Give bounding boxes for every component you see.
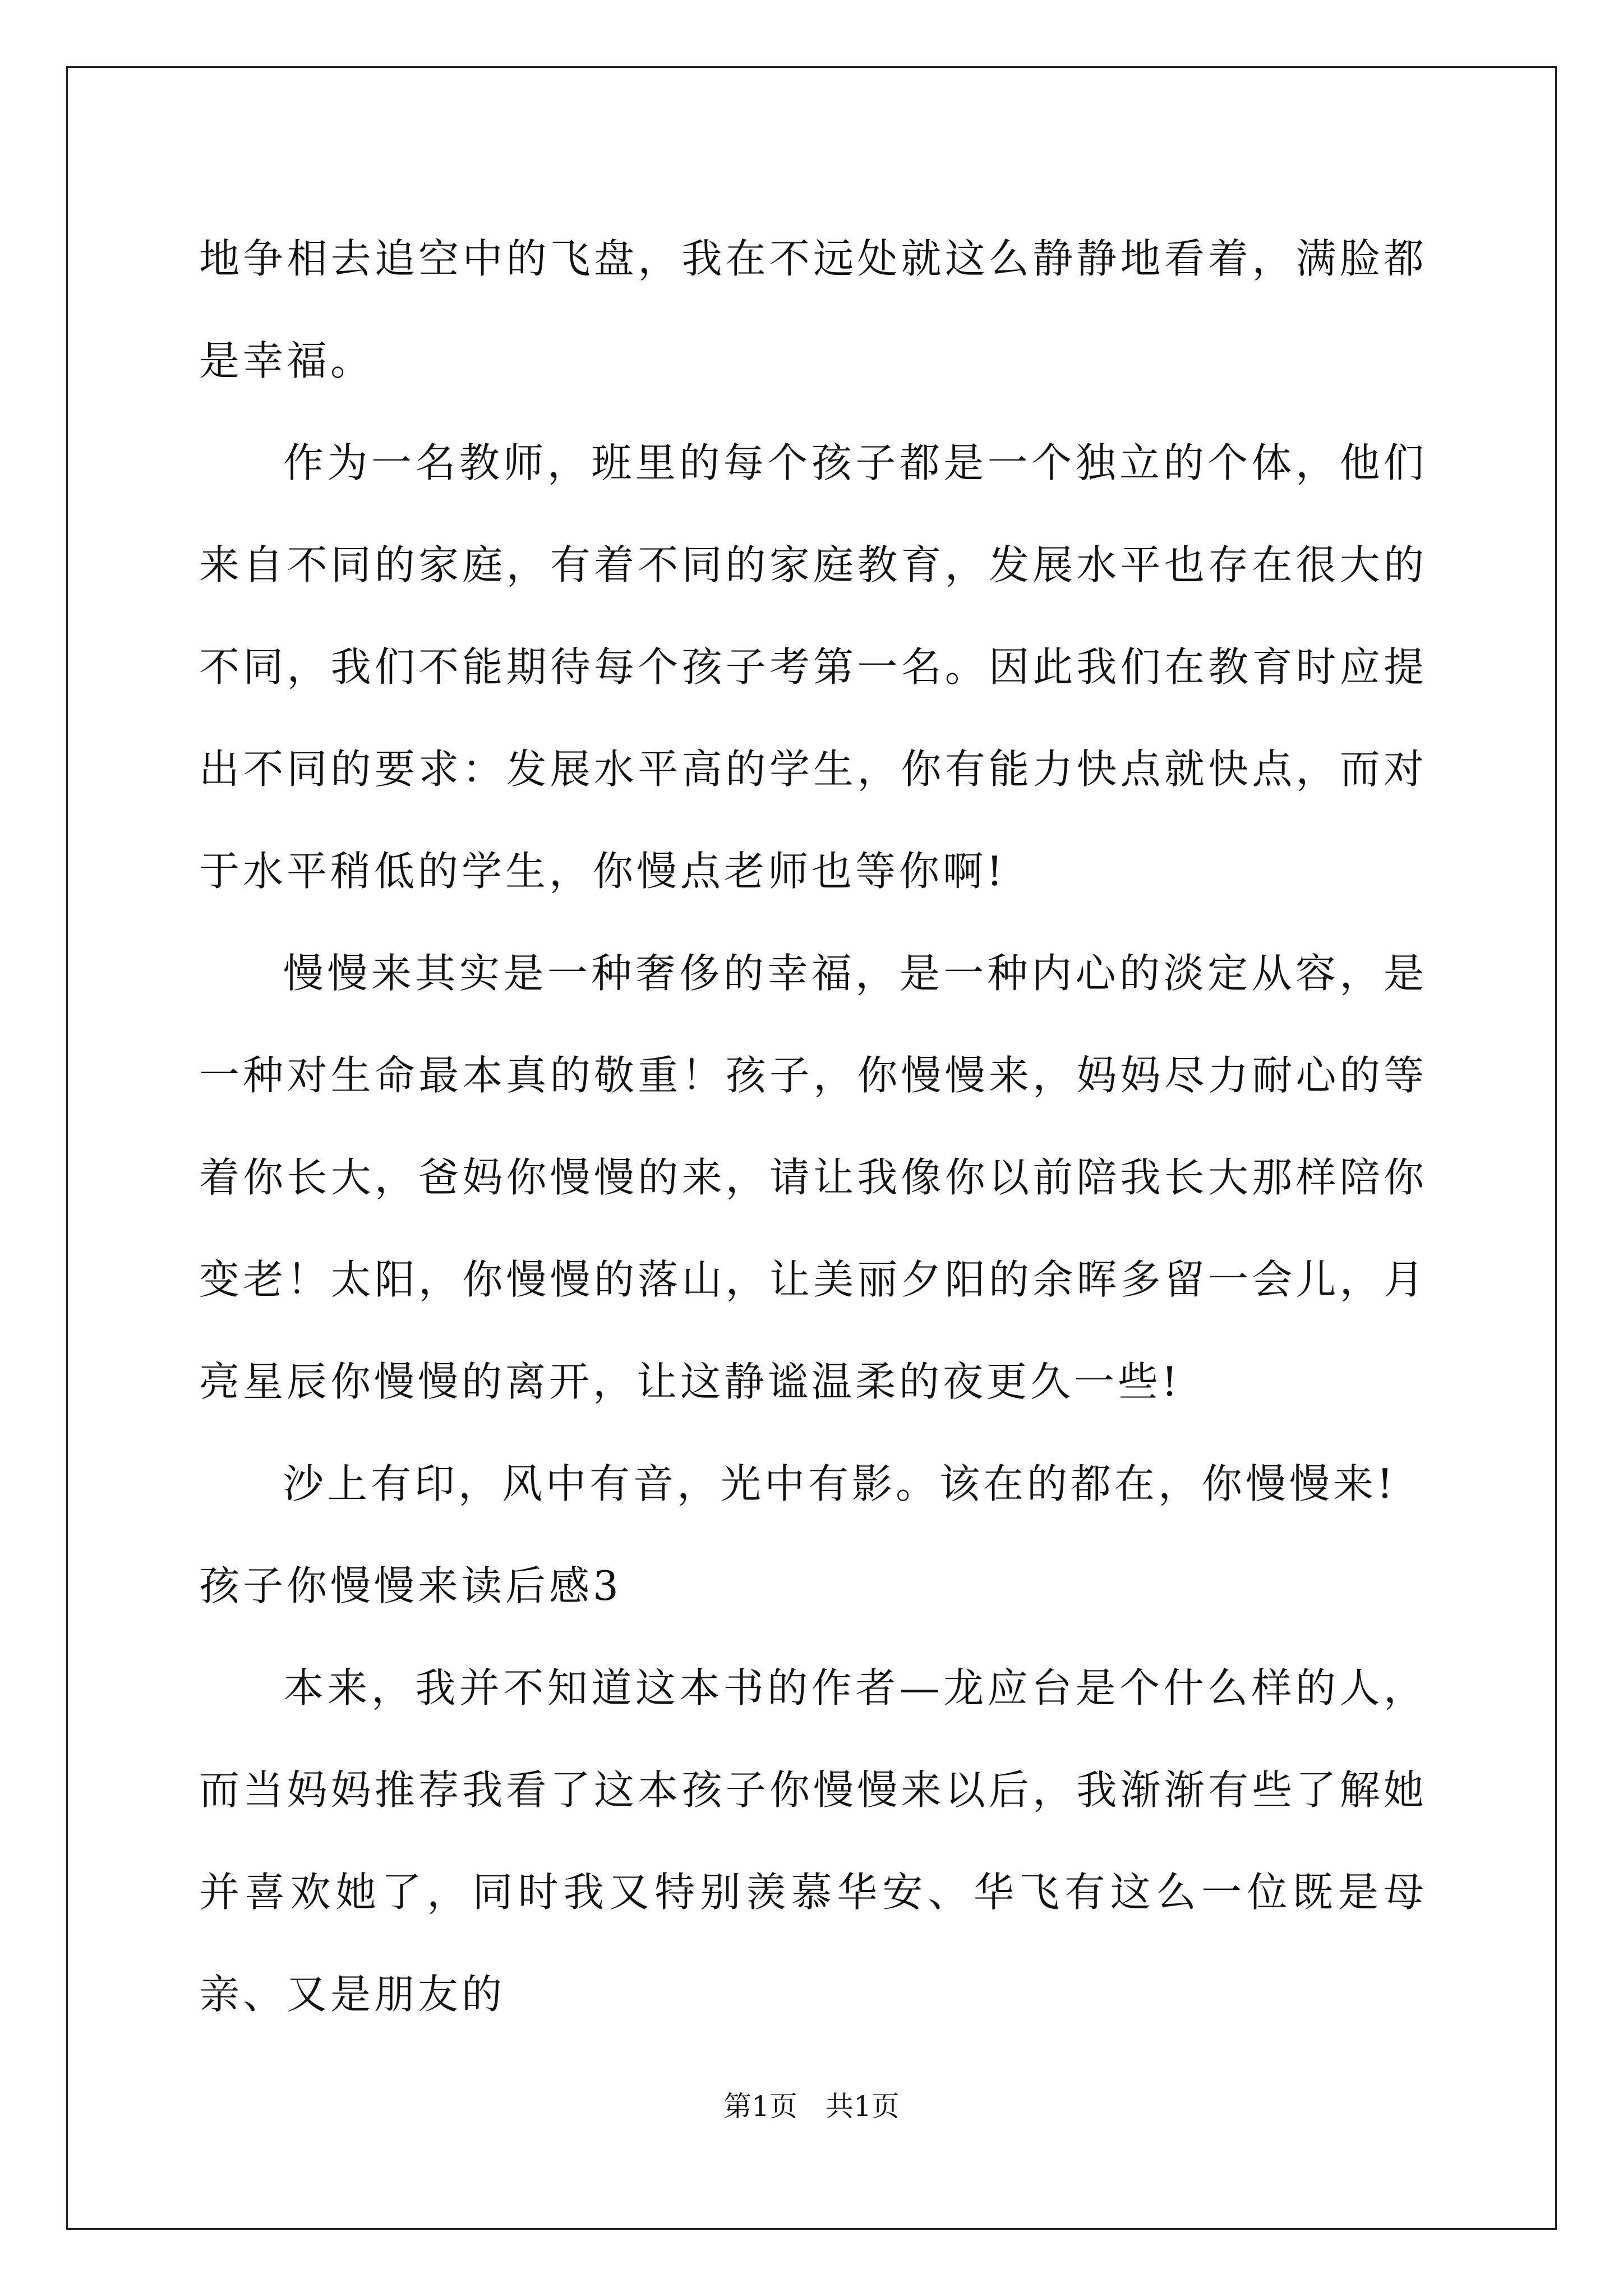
paragraph-2: 作为一名教师，班里的每个孩子都是一个独立的个体，他们来自不同的家庭，有着不同的家庭教育，发展水平也存在很大的不同，我们不能期待每个孩子考第一名。因此我们在教育时应提出不同的要求：发展水平高的学生，你有能力快点就快点，而对于水平稍低的学生，你慢点老师也等你啊! <box>199 439 1427 895</box>
section-heading: 孩子你慢慢来读后感3 <box>199 1562 622 1609</box>
paragraph-4: 沙上有印，风中有音，光中有影。该在的都在，你慢慢来! <box>283 1460 1396 1507</box>
paragraph-3: 慢慢来其实是一种奢侈的幸福，是一种内心的淡定从容，是一种对生命最本真的敬重！孩子，你慢慢来，妈妈尽力耐心的等着你长大，爸妈你慢慢的来，请让我像你以前陪我长大那样陪你变老！太阳，你慢慢的落山，让美丽夕阳的余晖多留一会儿，月亮星辰你慢慢的离开，让这静谧温柔的夜更久一些! <box>199 950 1427 1405</box>
page-footer: 第1页 共1页 <box>723 2090 900 2123</box>
document-body <box>199 208 1427 2045</box>
paragraph-1: 地争相去追空中的飞盘，我在不远处就这么静静地看着，满脸都是幸福。 <box>199 235 1427 384</box>
paragraph-5: 本来，我并不知道这本书的作者—龙应台是个什么样的人，而当妈妈推荐我看了这本孩子你慢慢来以后，我渐渐有些了解她并喜欢她了，同时我又特别羡慕华安、华飞有这么一位既是母亲、又是朋友的 <box>199 1664 1427 2018</box>
